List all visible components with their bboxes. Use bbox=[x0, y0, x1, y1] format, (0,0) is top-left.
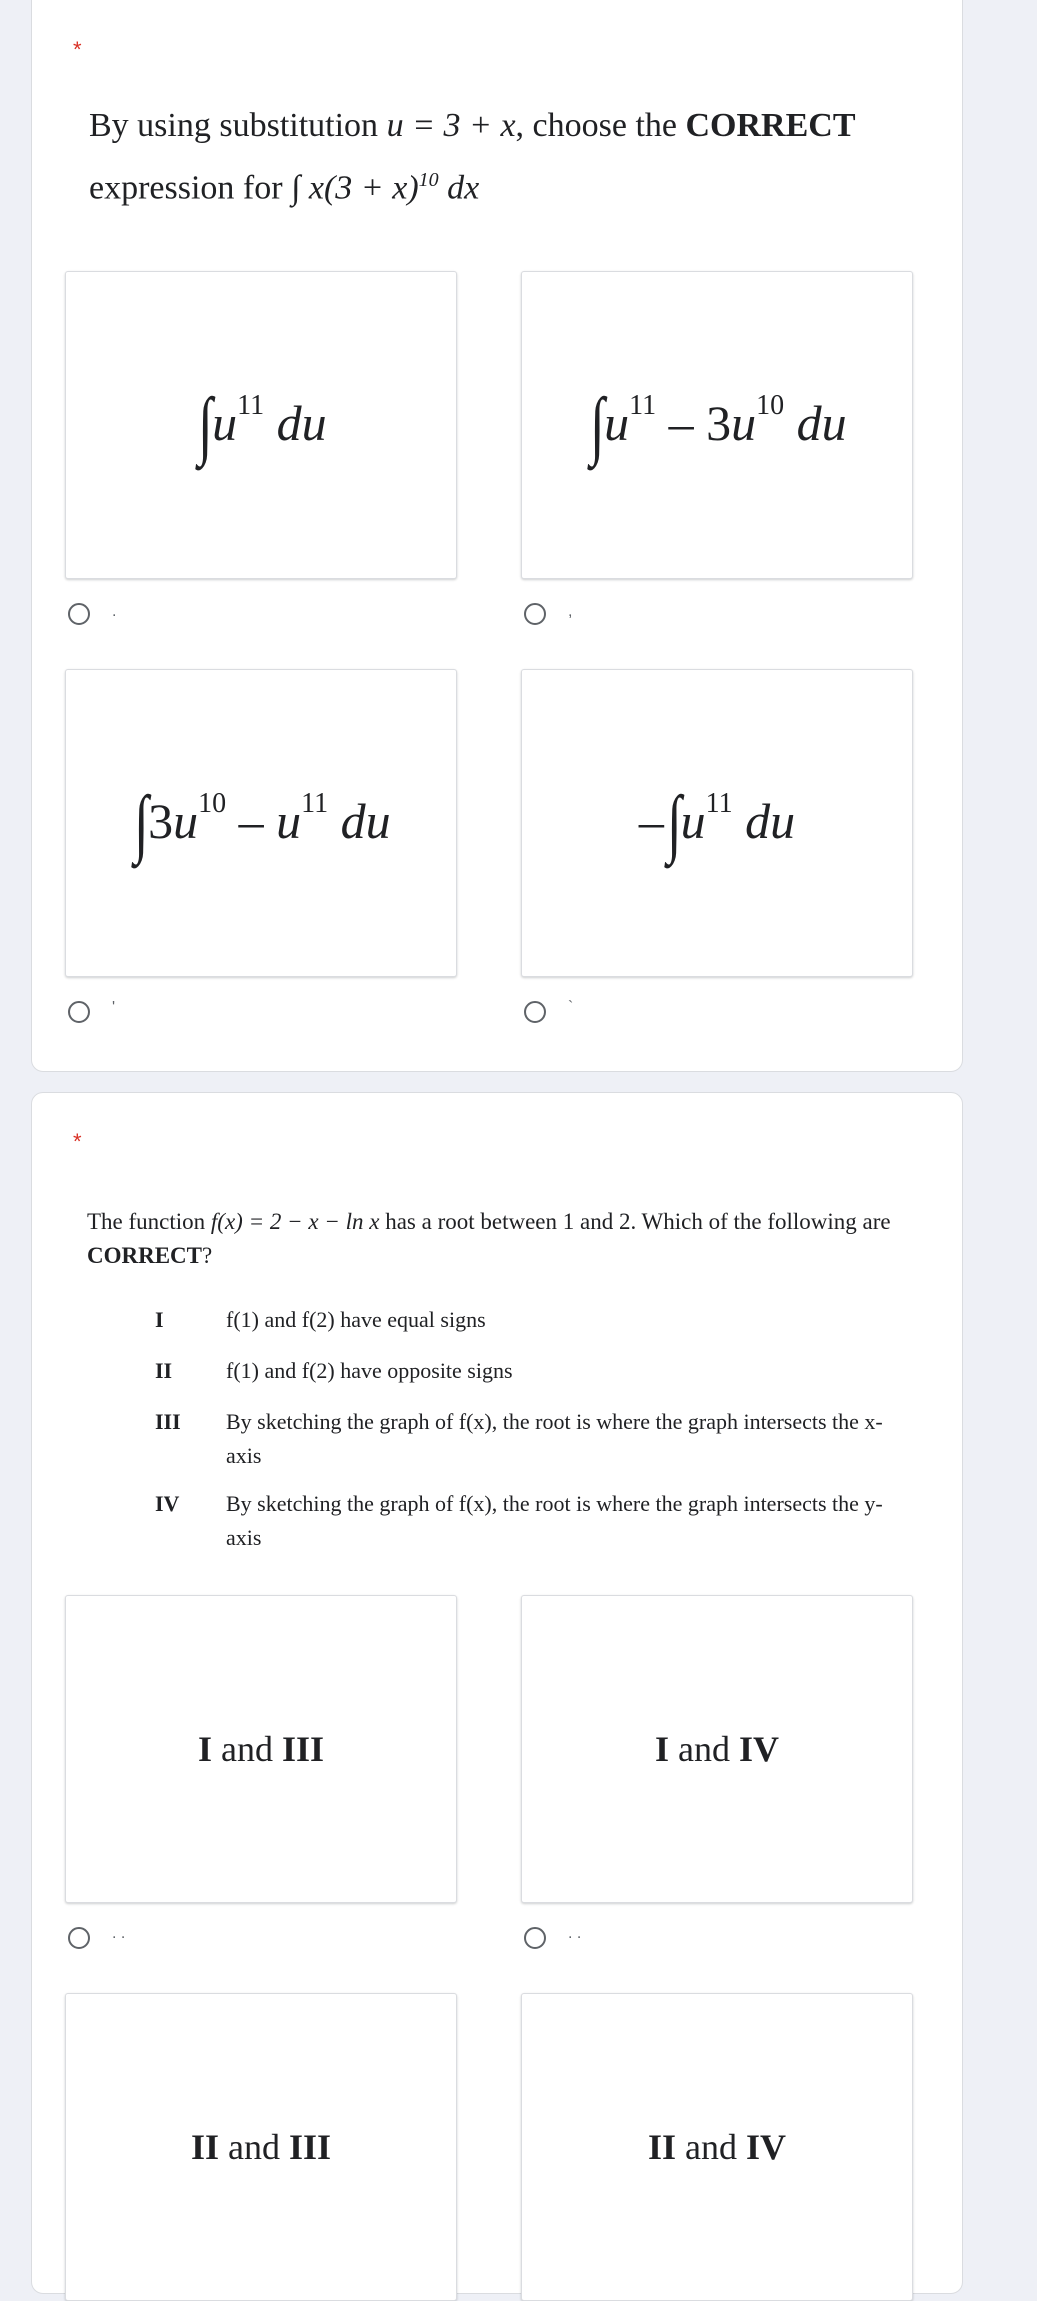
option-image-b[interactable] bbox=[521, 271, 913, 579]
option-image-c[interactable] bbox=[65, 669, 457, 977]
option-label: ' bbox=[112, 999, 116, 1016]
option-label: . . bbox=[112, 1925, 126, 1942]
question-text: By using substitution u = 3 + x, choose the CORRECT expression for ∫ $x(3 + x)^{10}$ dx bbox=[89, 107, 856, 207]
option-label: ` bbox=[568, 999, 574, 1016]
math-expression: $-\int u^{11}$ du bbox=[638, 780, 796, 865]
option-label: . bbox=[112, 603, 117, 620]
option-text: II and IV bbox=[647, 2127, 787, 2167]
option-text: I and IV bbox=[654, 1729, 779, 1769]
question-card-1 bbox=[31, 0, 963, 1072]
option-label: , bbox=[568, 603, 573, 620]
radio-button[interactable] bbox=[68, 1927, 90, 1949]
option-text: I and III bbox=[197, 1729, 325, 1769]
radio-button[interactable] bbox=[524, 603, 546, 625]
radio-button[interactable] bbox=[68, 603, 90, 625]
math-expression: $\int u^{11} - 3u^{10}$ du bbox=[590, 382, 847, 467]
option-image-a[interactable] bbox=[65, 1595, 457, 1903]
question-card-2: * The function f(x) = 2 − x − ln x has a root between 1 and 2. Which of the following are CORRECT? I f(1) and f(2) have equal signs II f(1) and f(2) have opposite signs III By sketching the graph of f(x), the root is where the graph intersects the x-axis IV By sketching the graph of f(x), the root is where the graph intersects the y-axis I and III I and IV . . . . II and III II and IV bbox=[31, 1092, 963, 2294]
question-text: The function f(x) = 2 − x − ln x has a root between 1 and 2. Which of the following are CORRECT? bbox=[87, 1209, 891, 1268]
required-asterisk: * bbox=[73, 37, 82, 62]
radio-button[interactable] bbox=[524, 1001, 546, 1023]
radio-button[interactable] bbox=[68, 1001, 90, 1023]
math-expression: $\int 3u^{10} - u^{11}$ du bbox=[134, 780, 391, 865]
option-text: II and III bbox=[190, 2127, 332, 2167]
option-image-d[interactable] bbox=[521, 669, 913, 977]
required-asterisk: * bbox=[73, 1129, 82, 1154]
option-image-a[interactable] bbox=[65, 271, 457, 579]
option-image-c[interactable] bbox=[65, 1993, 457, 2301]
option-image-d[interactable] bbox=[521, 1993, 913, 2301]
option-label: . . bbox=[568, 1925, 582, 1942]
math-expression: $\int u^{11}$ du bbox=[198, 382, 327, 467]
option-image-b[interactable] bbox=[521, 1595, 913, 1903]
radio-button[interactable] bbox=[524, 1927, 546, 1949]
